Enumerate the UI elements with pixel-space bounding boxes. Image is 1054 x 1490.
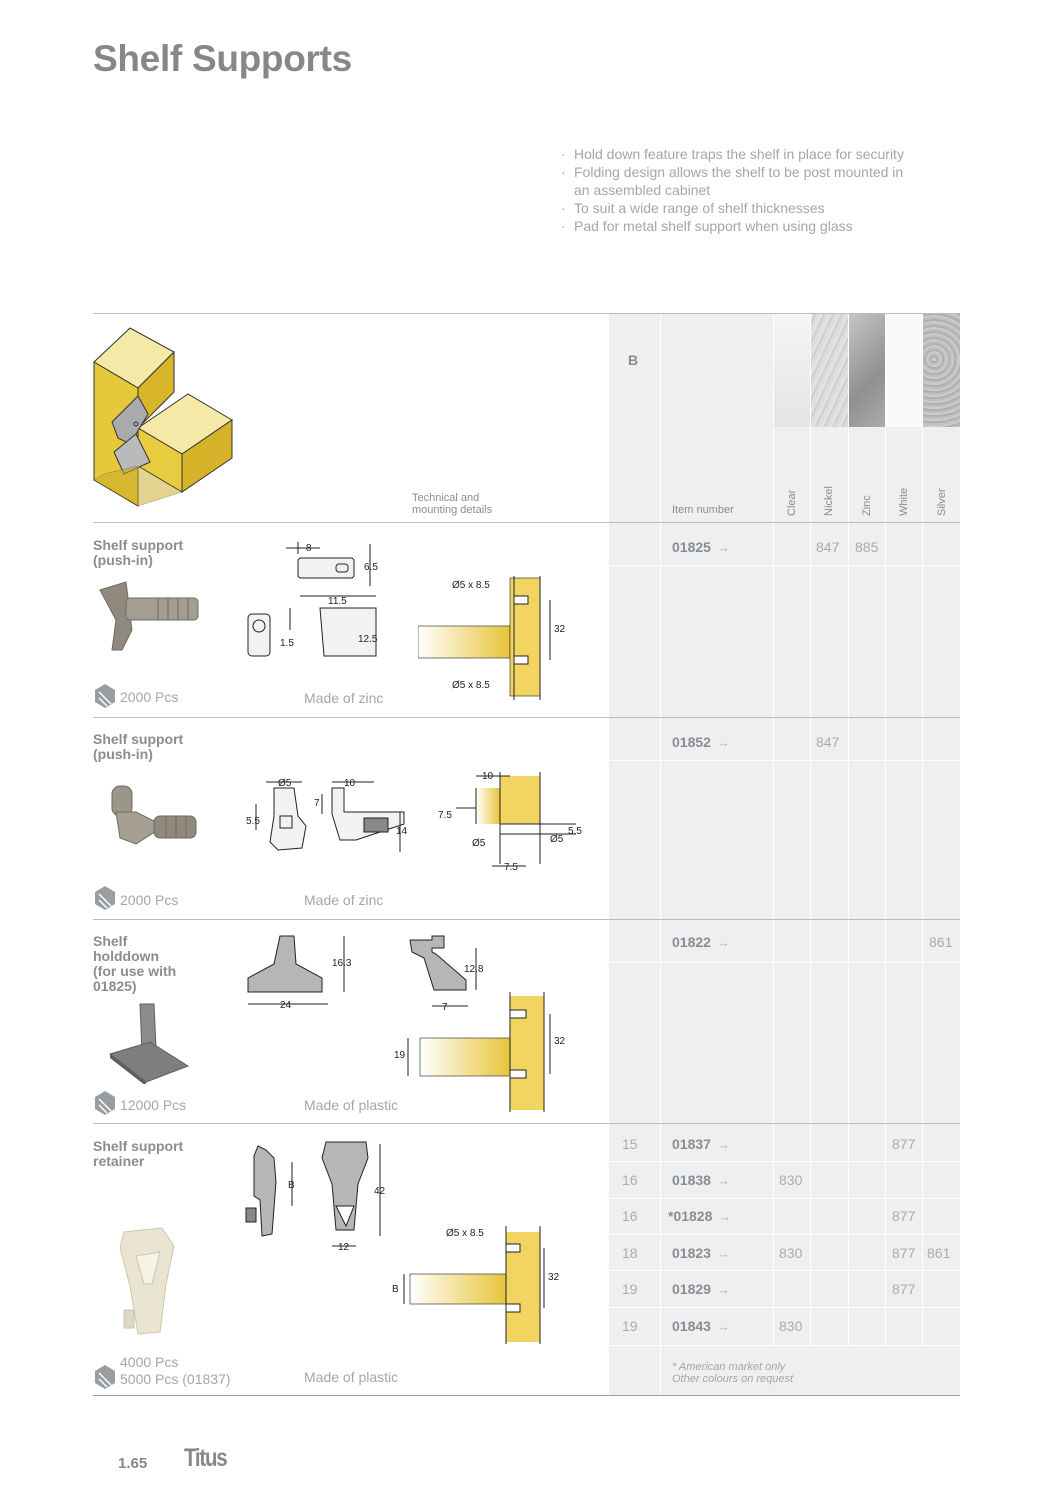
arrow-right-icon: → — [716, 1173, 730, 1188]
value-clear: 830 — [779, 1318, 803, 1334]
col-nickel: Nickel — [823, 486, 835, 516]
dim-label: 7 — [442, 1002, 448, 1013]
dim-label: 12 — [338, 1242, 350, 1253]
row-b-value: 16 — [622, 1172, 638, 1188]
item-number[interactable] — [672, 1318, 730, 1334]
item-number[interactable] — [672, 1172, 730, 1188]
dim-label: 42 — [374, 1186, 386, 1197]
arrow-right-icon: → — [716, 540, 730, 555]
swatch-white — [886, 314, 922, 427]
feature-item: · Folding design allows the shelf to be post mounted in an assembled cabinet — [561, 163, 921, 199]
dim-label: 5.5 — [568, 826, 582, 837]
footnote: * American market only — [672, 1361, 786, 1373]
pack-quantity: 2000 Pcs — [120, 892, 179, 908]
value-silver: 861 — [929, 934, 953, 950]
swatch-zinc — [849, 314, 885, 427]
material: Made of zinc — [304, 892, 384, 908]
product-name: Shelf support (push-in) — [93, 537, 184, 568]
material: Made of plastic — [304, 1369, 399, 1385]
item-number-text: 01829 — [672, 1281, 711, 1297]
pack-icon — [93, 683, 117, 709]
dim-label: Ø5 x 8.5 — [452, 580, 490, 591]
value-zinc: 885 — [855, 539, 879, 555]
row-b-value: 18 — [622, 1245, 638, 1261]
dim-label: 7 — [314, 798, 320, 809]
col-silver: Silver — [936, 488, 948, 516]
dim-label: 10 — [482, 771, 494, 782]
col-clear: Clear — [786, 489, 798, 516]
dim-label: 7.5 — [438, 810, 452, 821]
tech-drawing-01822-front — [240, 930, 370, 1012]
value-white: 877 — [892, 1281, 916, 1297]
item-number[interactable] — [672, 1281, 730, 1297]
item-number-text: 01823 — [672, 1245, 711, 1261]
dim-label: 10 — [344, 778, 356, 789]
arrow-right-icon: → — [716, 1319, 730, 1334]
row-b-value: 19 — [622, 1281, 638, 1297]
product-name: Shelf support (push-in) — [93, 731, 184, 762]
cabinet-mounting-illustration — [92, 326, 262, 522]
tech-drawing-01825 — [240, 536, 380, 662]
dim-label: Ø5 — [278, 778, 292, 789]
item-number[interactable] — [668, 1208, 731, 1224]
product-photo-holddown — [106, 1000, 192, 1084]
feature-item: · To suit a wide range of shelf thicknesses — [561, 199, 921, 217]
value-nickel: 847 — [816, 734, 840, 750]
mounting-drawing-retainer — [390, 1222, 570, 1346]
value-clear: 830 — [779, 1245, 803, 1261]
pack-quantity-alt: 5000 Pcs (01837) — [120, 1371, 231, 1387]
value-silver: 861 — [927, 1245, 951, 1261]
dim-label: 12.8 — [464, 964, 484, 975]
pack-icon — [93, 1364, 117, 1390]
item-number-text: 01852 — [672, 734, 711, 750]
row-b-value: 15 — [622, 1136, 638, 1152]
arrow-right-icon: → — [718, 1209, 732, 1224]
page-number: 1.65 — [118, 1455, 148, 1472]
item-number-text: 01843 — [672, 1318, 711, 1334]
brand-logo: Titus — [184, 1444, 227, 1472]
pack-icon — [93, 885, 117, 911]
dim-label: 16.3 — [332, 958, 352, 969]
pack-quantity: 12000 Pcs — [120, 1097, 187, 1113]
tech-drawing-01852 — [244, 774, 414, 856]
arrow-right-icon: → — [716, 735, 730, 750]
dim-label: 11.5 — [328, 596, 347, 607]
page-title: Shelf Supports — [93, 38, 352, 79]
header-b-label: B — [628, 352, 639, 368]
arrow-right-icon: → — [716, 1246, 730, 1261]
mounting-drawing-01822 — [390, 990, 580, 1114]
col-white: White — [898, 487, 910, 516]
dim-label: 12.5 — [358, 634, 378, 645]
dim-label: Ø5 x 8.5 — [446, 1228, 484, 1239]
item-number-text: 01825 — [672, 539, 711, 555]
item-number[interactable] — [672, 539, 730, 555]
item-number-text: 01837 — [672, 1136, 711, 1152]
mounting-drawing-01825 — [418, 572, 578, 702]
product-photo-retainer — [116, 1226, 182, 1338]
swatch-clear — [773, 314, 810, 427]
value-nickel: 847 — [816, 539, 840, 555]
col-zinc: Zinc — [861, 495, 873, 516]
material: Made of plastic — [304, 1097, 399, 1113]
dim-label: 19 — [394, 1050, 406, 1061]
dim-label: Ø5 x 8.5 — [452, 680, 490, 691]
dim-label: 8 — [306, 543, 312, 554]
footnote: Other colours on request — [672, 1373, 794, 1385]
item-number[interactable] — [672, 1136, 730, 1152]
item-number-text: *01828 — [668, 1208, 713, 1224]
arrow-right-icon: → — [716, 1137, 730, 1152]
value-white: 877 — [892, 1136, 916, 1152]
item-number[interactable] — [672, 1245, 730, 1261]
item-number-label: Item number — [672, 504, 734, 516]
product-name: Shelf holddown (for use with 01825) — [93, 933, 177, 994]
dim-label: 7.5 — [504, 862, 518, 873]
dim-label: 6.5 — [364, 562, 378, 573]
row-b-value: 19 — [622, 1318, 638, 1334]
dim-label: 32 — [554, 1036, 566, 1047]
row-b-value: 16 — [622, 1208, 638, 1224]
arrow-right-icon: → — [716, 1282, 730, 1297]
feature-list — [561, 145, 921, 235]
dim-label: 32 — [548, 1272, 560, 1283]
tech-details-label: Technical and mounting details — [412, 492, 493, 516]
dim-label: 32 — [554, 624, 566, 635]
pack-quantity: 4000 Pcs — [120, 1354, 179, 1370]
product-name: Shelf support retainer — [93, 1138, 184, 1169]
swatch-nickel — [811, 314, 848, 427]
item-number[interactable] — [672, 934, 730, 950]
dim-label: B — [392, 1284, 399, 1295]
dim-label: 14 — [396, 826, 408, 837]
feature-item: · Hold down feature traps the shelf in place for security — [561, 145, 921, 163]
item-number[interactable] — [672, 734, 730, 750]
arrow-right-icon: → — [716, 935, 730, 950]
dim-label: 1.5 — [280, 638, 294, 649]
item-number-text: 01822 — [672, 934, 711, 950]
material: Made of zinc — [304, 690, 384, 706]
tech-drawing-retainer — [240, 1136, 390, 1254]
item-number-text: 01838 — [672, 1172, 711, 1188]
value-clear: 830 — [779, 1172, 803, 1188]
dim-label: 24 — [280, 1000, 292, 1011]
value-white: 877 — [892, 1245, 916, 1261]
product-photo-push-in-zinc-2 — [106, 782, 202, 858]
feature-item: · Pad for metal shelf support when using glass — [561, 217, 921, 235]
swatch-silver — [923, 314, 960, 427]
product-photo-push-in-zinc — [96, 580, 208, 660]
dim-label: B — [288, 1180, 295, 1191]
dim-label: Ø5 — [472, 838, 486, 849]
pack-quantity: 2000 Pcs — [120, 689, 179, 705]
dim-label: 5.5 — [246, 816, 260, 827]
dim-label: Ø5 — [550, 834, 564, 845]
pack-icon — [93, 1090, 117, 1116]
mounting-drawing-01852 — [436, 768, 586, 876]
value-white: 877 — [892, 1208, 916, 1224]
